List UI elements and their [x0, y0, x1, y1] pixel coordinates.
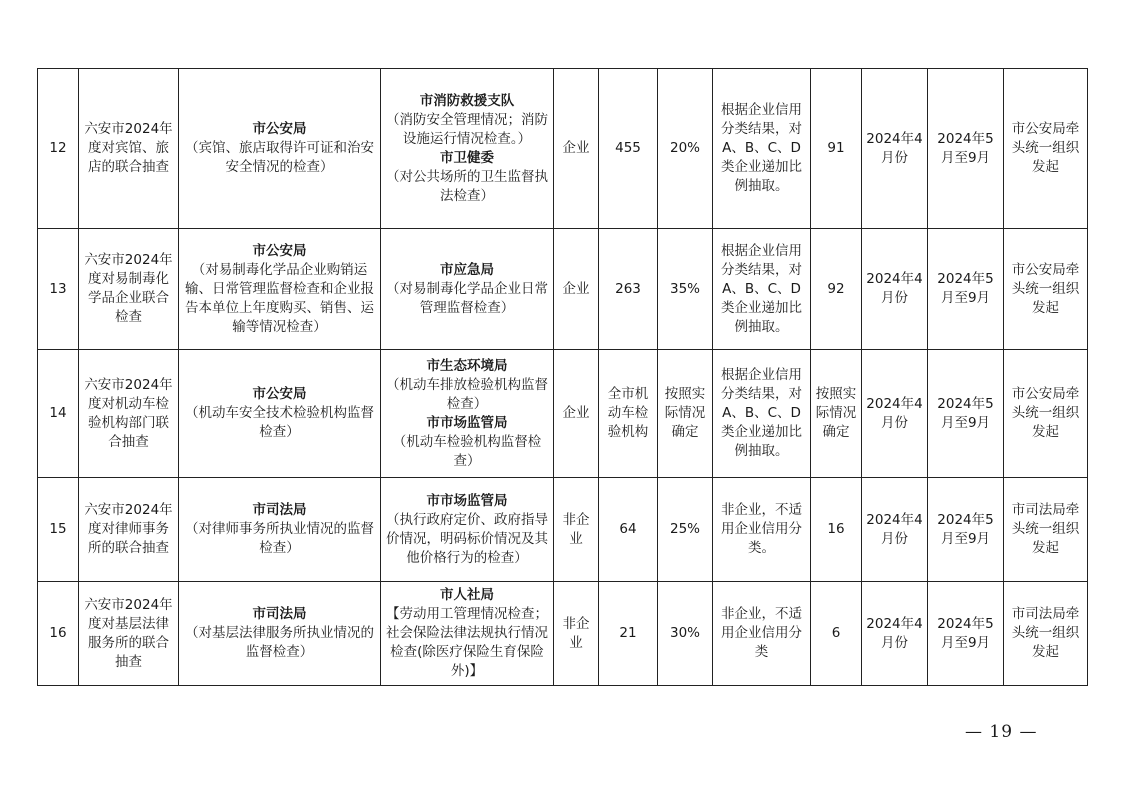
- coop-department-cell: [381, 582, 554, 686]
- start-time: 2024年4月份: [862, 582, 928, 686]
- object-type: 企业: [554, 229, 599, 350]
- start-time: 2024年4月份: [862, 478, 928, 582]
- lead-inspection-content: （宾馆、旅店取得许可证和治安安全情况的检查）: [185, 140, 374, 175]
- task-name: 六安市2024年度对律师事务所的联合抽查: [79, 478, 179, 582]
- object-count: 263: [599, 229, 658, 350]
- coop-inspection-content: 【劳动用工管理情况检查；社会保险法律法规执行情况检查(除医疗保险生育保险外)】: [386, 606, 548, 679]
- lead-department: 市公安局: [252, 121, 307, 137]
- object-type: 企业: [554, 350, 599, 478]
- lead-inspection-content: （对律师事务所执业情况的监督检查）: [185, 521, 374, 556]
- table-row: [38, 69, 1088, 229]
- coop-department: 市生态环境局: [426, 357, 508, 374]
- object-count: 全市机动车检验机构: [599, 350, 658, 478]
- lead-department: 市公安局: [252, 242, 307, 259]
- table-row: [38, 478, 1088, 582]
- coop-inspection-content: （对易制毒化学品企业日常管理监督检查）: [386, 280, 548, 316]
- coop-department: 市人社局: [440, 587, 494, 603]
- sample-count: 按照实际情况确定: [811, 350, 862, 478]
- task-name: 六安市2024年度对基层法律服务所的联合抽查: [79, 582, 179, 686]
- coop-department: 市市场监管局: [426, 414, 508, 431]
- table-row: [38, 350, 1088, 478]
- inspection-period: 2024年5月至9月: [928, 229, 1004, 350]
- row-number: 16: [38, 582, 79, 686]
- coop-department-cell: [381, 350, 554, 478]
- coop-department: 市应急局: [440, 261, 494, 278]
- organizer: 市公安局牵头统一组织发起: [1004, 229, 1088, 350]
- lead-department-cell: [179, 582, 381, 686]
- sampling-method: 根据企业信用分类结果，对A、B、C、D类企业递加比例抽取。: [713, 69, 811, 229]
- coop-department: 市市场监管局: [426, 492, 508, 509]
- sampling-method: 非企业，不适用企业信用分类。: [713, 478, 811, 582]
- sampling-ratio: 25%: [658, 478, 713, 582]
- coop-inspection-content: （机动车排放检验机构监督检查）: [386, 376, 548, 412]
- table-row: [38, 582, 1088, 686]
- task-name: 六安市2024年度对机动车检验机构部门联合抽查: [79, 350, 179, 478]
- lead-department-cell: [179, 478, 381, 582]
- coop-department-cell: [381, 229, 554, 350]
- coop-department: 市消防救援支队: [419, 92, 515, 109]
- organizer: 市司法局牵头统一组织发起: [1004, 478, 1088, 582]
- task-name: 六安市2024年度对易制毒化学品企业联合检查: [79, 229, 179, 350]
- sample-count: 92: [811, 229, 862, 350]
- sampling-method: 根据企业信用分类结果，对A、B、C、D类企业递加比例抽取。: [713, 350, 811, 478]
- lead-inspection-content: （对易制毒化学品企业购销运输、日常管理监督检查和企业报告本单位上年度购买、销售、运输等情况检查）: [185, 261, 374, 335]
- lead-department-cell: [179, 350, 381, 478]
- object-type: 非企业: [554, 478, 599, 582]
- organizer: 市司法局牵头统一组织发起: [1004, 582, 1088, 686]
- lead-department-cell: [179, 69, 381, 229]
- sampling-method: 根据企业信用分类结果，对A、B、C、D类企业递加比例抽取。: [713, 229, 811, 350]
- sampling-method: 非企业，不适用企业信用分类: [713, 582, 811, 686]
- object-type: 企业: [554, 69, 599, 229]
- coop-inspection-content: （执行政府定价、政府指导价情况，明码标价情况及其他价格行为的检查）: [386, 511, 548, 566]
- lead-department: 市公安局: [252, 386, 307, 402]
- sampling-ratio: 35%: [658, 229, 713, 350]
- coop-inspection-content: （机动车检验机构监督检查）: [392, 433, 542, 469]
- task-name: 六安市2024年度对宾馆、旅店的联合抽查: [79, 69, 179, 229]
- coop-department-cell: [381, 478, 554, 582]
- object-count: 455: [599, 69, 658, 229]
- inspection-plan-table: [37, 68, 1088, 686]
- sampling-ratio: 按照实际情况确定: [658, 350, 713, 478]
- lead-inspection-content: （对基层法律服务所执业情况的监督检查）: [185, 625, 374, 660]
- row-number: 12: [38, 69, 79, 229]
- row-number: 15: [38, 478, 79, 582]
- coop-inspection-content: （消防安全管理情况；消防设施运行情况检查。）: [386, 111, 548, 147]
- start-time: 2024年4月份: [862, 350, 928, 478]
- organizer: 市公安局牵头统一组织发起: [1004, 69, 1088, 229]
- page-number: — 19 —: [965, 722, 1038, 742]
- lead-inspection-content: （机动车安全技术检验机构监督检查）: [185, 405, 374, 440]
- coop-department-cell: [381, 69, 554, 229]
- lead-department-cell: [179, 229, 381, 350]
- start-time: 2024年4月份: [862, 69, 928, 229]
- inspection-period: 2024年5月至9月: [928, 478, 1004, 582]
- sample-count: 16: [811, 478, 862, 582]
- sampling-ratio: 20%: [658, 69, 713, 229]
- object-type: 非企业: [554, 582, 599, 686]
- row-number: 13: [38, 229, 79, 350]
- sample-count: 6: [811, 582, 862, 686]
- coop-inspection-content: （对公共场所的卫生监督执法检查）: [386, 168, 548, 204]
- lead-department: 市司法局: [252, 606, 307, 622]
- inspection-period: 2024年5月至9月: [928, 350, 1004, 478]
- sample-count: 91: [811, 69, 862, 229]
- object-count: 64: [599, 478, 658, 582]
- table-row: [38, 229, 1088, 350]
- row-number: 14: [38, 350, 79, 478]
- start-time: 2024年4月份: [862, 229, 928, 350]
- lead-department: 市司法局: [252, 502, 307, 518]
- coop-department: 市卫健委: [440, 149, 494, 166]
- sampling-ratio: 30%: [658, 582, 713, 686]
- object-count: 21: [599, 582, 658, 686]
- inspection-period: 2024年5月至9月: [928, 582, 1004, 686]
- inspection-period: 2024年5月至9月: [928, 69, 1004, 229]
- organizer: 市公安局牵头统一组织发起: [1004, 350, 1088, 478]
